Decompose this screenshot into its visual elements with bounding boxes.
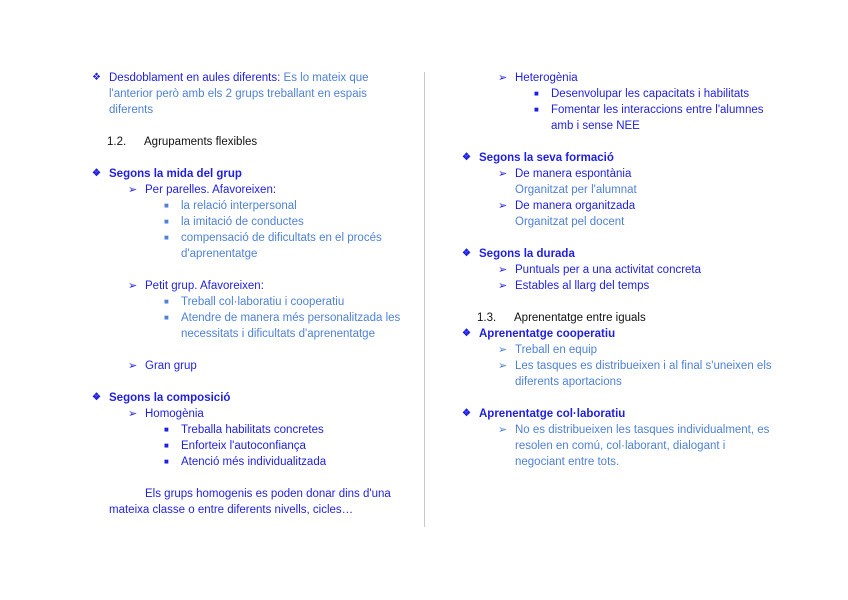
- list-item: ■ Treballa habilitats concretes: [164, 424, 324, 436]
- espontania-item: ➢ De manera espontània: [498, 168, 632, 180]
- homogenia-item: ➢ Homogènia: [128, 408, 204, 420]
- list-item: ■ Enforteix l'autoconfiança: [164, 440, 306, 452]
- arrow-bullet-icon: ➢: [128, 408, 138, 420]
- diamond-bullet-icon: ❖: [462, 248, 471, 259]
- square-bullet-icon: ■: [164, 217, 169, 226]
- list-item: ➢ No es distribueixen les tasques individualment, es resolen en comú, col·laborant, dialogant i negociant entre tots.: [498, 424, 770, 468]
- cooperatiu-heading: ❖ Aprenentatge cooperatiu: [462, 328, 616, 340]
- list-item: ➢ Puntuals per a una activitat concreta: [498, 264, 702, 276]
- arrow-bullet-icon: ➢: [498, 344, 508, 356]
- heterogenia-item: ➢ Heterogènia: [498, 72, 578, 84]
- diamond-bullet-icon: ❖: [462, 152, 471, 163]
- list-item: ■ Desenvolupar les capacitats i habilitats: [534, 88, 750, 100]
- espontania-sub: Organitzat per l'alumnat: [515, 184, 637, 196]
- section-number: 1.2.: [107, 136, 127, 148]
- column-divider: [424, 72, 425, 527]
- diamond-bullet-icon: ❖: [462, 328, 471, 339]
- durada-heading: ❖ Segons la durada: [462, 248, 575, 260]
- diamond-bullet-icon: ❖: [92, 168, 101, 179]
- desdoblament-text: Es lo mateix que l'anterior però amb els 2 grups treballant en espais diferents: [109, 72, 369, 116]
- arrow-bullet-icon: ➢: [498, 168, 508, 180]
- square-bullet-icon: ■: [164, 313, 169, 322]
- square-bullet-icon: ■: [534, 105, 539, 114]
- section-title: Agrupaments flexibles: [144, 136, 258, 148]
- list-item: ■ Treball col·laboratiu i cooperatiu: [164, 296, 345, 308]
- arrow-bullet-icon: ➢: [498, 280, 508, 292]
- diamond-bullet-icon: ❖: [462, 408, 471, 419]
- organitzada-sub: Organitzat pel docent: [515, 216, 625, 228]
- square-bullet-icon: ■: [164, 457, 169, 466]
- desdoblament-item: [90, 70, 410, 118]
- list-item: ■ la imitació de conductes: [164, 216, 304, 228]
- composicio-heading: ❖ Segons la composició: [92, 392, 231, 404]
- arrow-bullet-icon: ➢: [128, 360, 138, 372]
- arrow-bullet-icon: ➢: [498, 424, 508, 436]
- homogenis-paragraph: Els grups homogenis es poden donar dins d'una mateixa classe o entre diferents nivells, cicles…: [109, 488, 391, 516]
- arrow-bullet-icon: ➢: [128, 280, 138, 292]
- left-column: [90, 70, 410, 518]
- list-item: ■ Atendre de manera més personalitzada les necessitats i dificultats d'aprenentatge: [164, 312, 401, 340]
- petit-grup-item: ➢ Petit grup. Afavoreixen:: [128, 280, 264, 292]
- formacio-heading: ❖ Segons la seva formació: [462, 152, 614, 164]
- gran-grup-item: ➢ Gran grup: [128, 360, 197, 372]
- arrow-bullet-icon: ➢: [128, 184, 138, 196]
- arrow-bullet-icon: ➢: [498, 360, 508, 372]
- section-title: Aprenentatge entre iguals: [514, 312, 646, 324]
- list-item: ■ Fomentar les interaccions entre l'alumnes amb i sense NEE: [534, 104, 764, 132]
- arrow-bullet-icon: ➢: [498, 200, 508, 212]
- section-heading-1-2: [90, 134, 410, 150]
- section-number: 1.3.: [477, 312, 497, 324]
- diamond-bullet-icon: ❖: [92, 72, 101, 83]
- square-bullet-icon: ■: [164, 201, 169, 210]
- arrow-bullet-icon: ➢: [498, 72, 508, 84]
- desdoblament-title: Desdoblament en aules diferents:: [109, 72, 281, 84]
- list-item: ➢ Estables al llarg del temps: [498, 280, 650, 292]
- section-heading-1-3: [460, 310, 780, 326]
- right-column: [460, 70, 780, 470]
- list-item: ■ la relació interpersonal: [164, 200, 297, 212]
- square-bullet-icon: ■: [164, 233, 169, 242]
- list-item: ■ compensació de dificultats en el procés d'aprenentatge: [164, 232, 382, 260]
- collaboratiu-heading: ❖ Aprenentatge col·laboratiu: [462, 408, 626, 420]
- diamond-bullet-icon: ❖: [92, 392, 101, 403]
- arrow-bullet-icon: ➢: [498, 264, 508, 276]
- mida-heading: ❖ Segons la mida del grup: [92, 168, 242, 180]
- list-item: ➢ Treball en equip: [498, 344, 598, 356]
- square-bullet-icon: ■: [534, 89, 539, 98]
- list-item: ■ Atenció més individualitzada: [164, 456, 327, 468]
- parelles-item: ➢ Per parelles. Afavoreixen:: [128, 184, 277, 196]
- organitzada-item: ➢ De manera organitzada: [498, 200, 636, 212]
- list-item: ➢ Les tasques es distribueixen i al final s'uneixen els diferents aportacions: [498, 360, 772, 388]
- square-bullet-icon: ■: [164, 297, 169, 306]
- square-bullet-icon: ■: [164, 425, 169, 434]
- square-bullet-icon: ■: [164, 441, 169, 450]
